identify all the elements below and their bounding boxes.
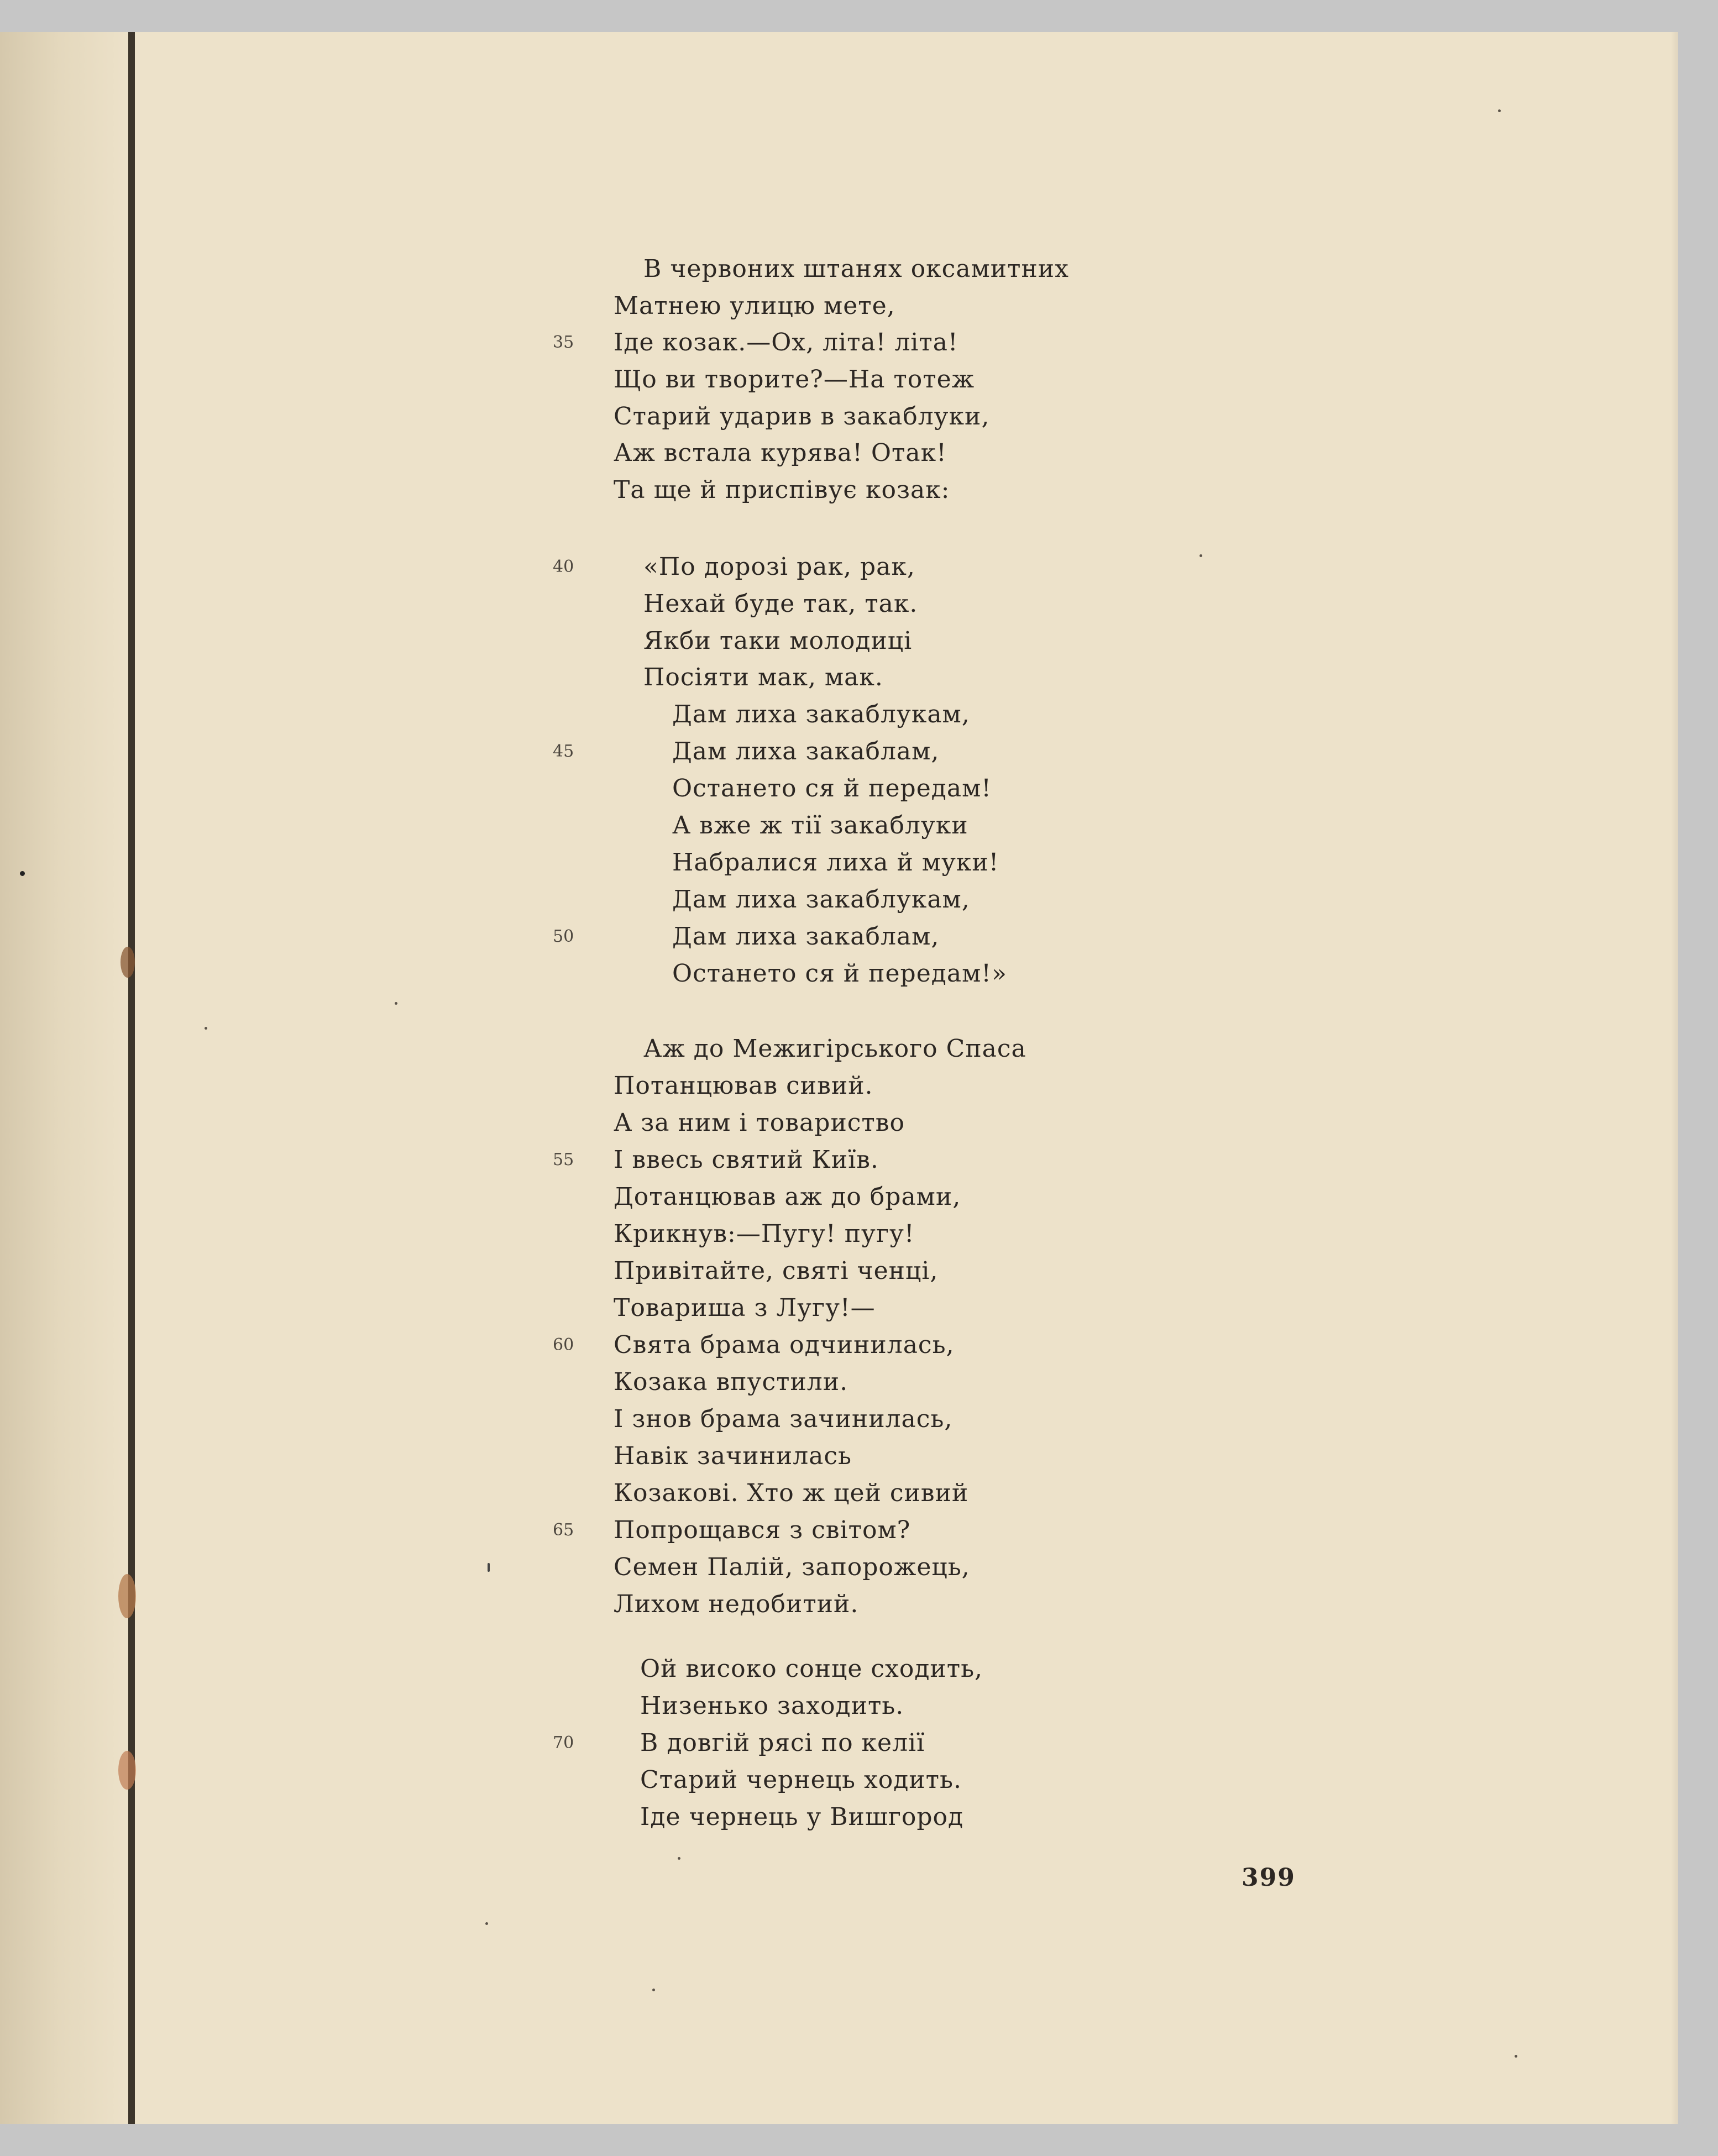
poem-line: Дам лиха закаблам,: [672, 737, 940, 765]
line-number: 35: [553, 333, 574, 352]
poem-line: А за ним і товариство: [614, 1109, 905, 1137]
poem-line: Старий чернець ходить.: [640, 1766, 962, 1794]
poem-line: Матнею улицю мете,: [614, 292, 895, 320]
line-number: 65: [553, 1520, 574, 1540]
poem-line: Іде козак.—Ох, літа! літа!: [614, 328, 958, 356]
speck-mark: [488, 1563, 490, 1572]
poem-line: Крикнув:—Пугу! пугу!: [614, 1220, 915, 1248]
poem-line: Дам лиха закаблукам,: [672, 700, 970, 728]
poem-line: Що ви творите?—На тотеж: [614, 365, 975, 394]
poem-line: Нехай буде так, так.: [643, 590, 918, 618]
poem-line: Козакові. Хто ж цей сивий: [614, 1479, 969, 1507]
poem-line: Привітайте, святі ченці,: [614, 1257, 939, 1285]
line-number: 60: [553, 1335, 574, 1355]
poem-line: Іде чернець у Вишгород: [640, 1803, 964, 1831]
poem-line: Дам лиха закаблукам,: [672, 885, 970, 914]
poem-line: Навік зачинилась: [614, 1442, 852, 1470]
binding-spine: [128, 32, 135, 2124]
speck-mark: [678, 1857, 680, 1860]
poem-line: В червоних штанях оксамитних: [643, 255, 1069, 283]
poem-line: Попрощався з світом?: [614, 1516, 911, 1544]
poem-line: Якби таки молодиці: [643, 627, 913, 655]
speck-mark: [652, 1989, 655, 1991]
poem-line: Дотанцював аж до брами,: [614, 1183, 961, 1211]
poem-line: Остането ся й передам!»: [672, 959, 1007, 988]
line-number: 40: [553, 557, 574, 576]
stain-mark: [118, 1574, 136, 1618]
line-number: 45: [553, 742, 574, 761]
poem-line: Набралися лиха й муки!: [672, 848, 999, 877]
poem-line: І знов брама зачинилась,: [614, 1405, 953, 1433]
poem-line: В довгій рясі по келії: [640, 1729, 925, 1757]
speck-mark: [1498, 109, 1501, 112]
poem-line: Низенько заходить.: [640, 1692, 904, 1720]
poem-line: Дам лиха закаблам,: [672, 922, 940, 951]
speck-mark: [1200, 554, 1202, 557]
line-number: 50: [553, 927, 574, 946]
line-number: 55: [553, 1150, 574, 1169]
poem-line: Посіяти мак, мак.: [643, 663, 883, 691]
poem-line: І ввесь святий Київ.: [614, 1146, 879, 1174]
speck-mark: [485, 1922, 488, 1925]
poem-line: А вже ж тії закаблуки: [672, 811, 968, 840]
poem-line: Аж до Межигірського Спаса: [643, 1035, 1026, 1063]
poem-line: Козака впустили.: [614, 1368, 848, 1396]
poem-line: «По дорозі рак, рак,: [643, 553, 915, 581]
speck-mark: [395, 1002, 397, 1005]
line-number: 70: [553, 1733, 574, 1753]
poem-line: Потанцював сивий.: [614, 1072, 873, 1100]
poem-line: Лихом недобитий.: [614, 1590, 859, 1618]
book-page: [0, 32, 1678, 2124]
poem-line: Остането ся й передам!: [672, 774, 992, 802]
poem-line: Ой високо сонце сходить,: [640, 1655, 983, 1683]
speck-mark: [1515, 2055, 1517, 2058]
poem-line: Аж встала курява! Отак!: [614, 439, 947, 467]
speck-mark: [205, 1027, 207, 1030]
poem-line: Та ще й приспівує козак:: [614, 476, 950, 504]
page-number: 399: [1242, 1864, 1296, 1892]
page-gutter: [0, 32, 133, 2124]
poem-line: Товариша з Лугу!—: [614, 1294, 876, 1322]
page-edge-shadow: [1670, 32, 1678, 2124]
stain-mark: [118, 1751, 136, 1790]
stain-mark: [121, 947, 135, 978]
poem-line: Семен Палій, запорожець,: [614, 1553, 970, 1581]
speck-mark: [20, 871, 25, 876]
poem-line: Старий ударив в закаблуки,: [614, 402, 990, 431]
poem-line: Свята брама одчинилась,: [614, 1331, 955, 1359]
